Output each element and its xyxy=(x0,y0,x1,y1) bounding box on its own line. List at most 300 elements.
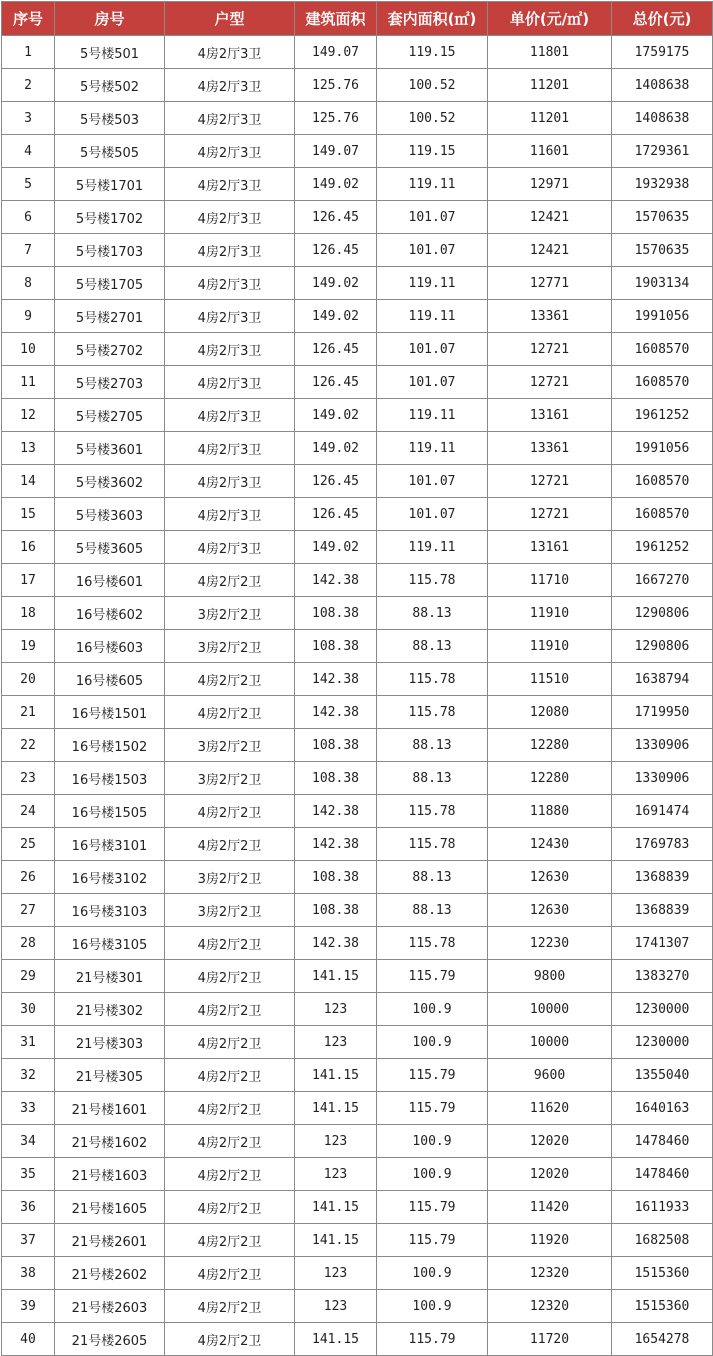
cell-index: 22 xyxy=(2,729,55,762)
cell-room: 21号楼1601 xyxy=(55,1092,165,1125)
cell-total-price: 1230000 xyxy=(612,993,713,1026)
cell-gross-area: 149.02 xyxy=(295,300,377,333)
cell-net-area: 101.07 xyxy=(377,201,488,234)
table-row xyxy=(2,36,713,69)
cell-layout: 4房2厅3卫 xyxy=(165,300,295,333)
cell-gross-area: 142.38 xyxy=(295,564,377,597)
cell-total-price: 1903134 xyxy=(612,267,713,300)
cell-index: 23 xyxy=(2,762,55,795)
table-row xyxy=(2,498,713,531)
cell-index: 14 xyxy=(2,465,55,498)
cell-layout: 4房2厅2卫 xyxy=(165,1026,295,1059)
cell-total-price: 1608570 xyxy=(612,333,713,366)
cell-net-area: 88.13 xyxy=(377,861,488,894)
cell-gross-area: 108.38 xyxy=(295,762,377,795)
cell-room: 5号楼502 xyxy=(55,69,165,102)
cell-layout: 4房2厅2卫 xyxy=(165,696,295,729)
cell-index: 35 xyxy=(2,1158,55,1191)
cell-index: 8 xyxy=(2,267,55,300)
cell-gross-area: 149.02 xyxy=(295,168,377,201)
cell-net-area: 115.79 xyxy=(377,1224,488,1257)
header-cell-net-area: 套内面积(㎡) xyxy=(377,2,488,36)
cell-gross-area: 108.38 xyxy=(295,597,377,630)
cell-layout: 3房2厅2卫 xyxy=(165,597,295,630)
table-row xyxy=(2,828,713,861)
cell-layout: 4房2厅3卫 xyxy=(165,498,295,531)
cell-layout: 4房2厅3卫 xyxy=(165,69,295,102)
cell-net-area: 88.13 xyxy=(377,762,488,795)
cell-index: 16 xyxy=(2,531,55,564)
cell-unit-price: 12430 xyxy=(488,828,612,861)
cell-total-price: 1383270 xyxy=(612,960,713,993)
cell-layout: 4房2厅3卫 xyxy=(165,465,295,498)
header-cell-layout: 户型 xyxy=(165,2,295,36)
price-table xyxy=(1,1,713,1356)
cell-gross-area: 142.38 xyxy=(295,828,377,861)
cell-net-area: 100.52 xyxy=(377,102,488,135)
cell-room: 21号楼2602 xyxy=(55,1257,165,1290)
cell-layout: 4房2厅2卫 xyxy=(165,564,295,597)
cell-layout: 4房2厅2卫 xyxy=(165,1191,295,1224)
cell-room: 21号楼302 xyxy=(55,993,165,1026)
cell-layout: 4房2厅3卫 xyxy=(165,201,295,234)
cell-gross-area: 125.76 xyxy=(295,102,377,135)
cell-layout: 4房2厅3卫 xyxy=(165,399,295,432)
cell-total-price: 1608570 xyxy=(612,366,713,399)
cell-index: 25 xyxy=(2,828,55,861)
cell-index: 4 xyxy=(2,135,55,168)
cell-room: 16号楼1502 xyxy=(55,729,165,762)
cell-gross-area: 142.38 xyxy=(295,696,377,729)
cell-room: 16号楼3103 xyxy=(55,894,165,927)
cell-total-price: 1991056 xyxy=(612,300,713,333)
cell-index: 31 xyxy=(2,1026,55,1059)
cell-net-area: 88.13 xyxy=(377,729,488,762)
cell-total-price: 1932938 xyxy=(612,168,713,201)
table-row xyxy=(2,300,713,333)
cell-gross-area: 149.07 xyxy=(295,36,377,69)
cell-room: 21号楼2603 xyxy=(55,1290,165,1323)
cell-total-price: 1769783 xyxy=(612,828,713,861)
table-row xyxy=(2,1191,713,1224)
cell-total-price: 1570635 xyxy=(612,234,713,267)
cell-net-area: 115.78 xyxy=(377,564,488,597)
cell-layout: 4房2厅2卫 xyxy=(165,1257,295,1290)
cell-gross-area: 126.45 xyxy=(295,465,377,498)
table-row xyxy=(2,1026,713,1059)
cell-index: 39 xyxy=(2,1290,55,1323)
cell-net-area: 115.79 xyxy=(377,960,488,993)
cell-layout: 4房2厅2卫 xyxy=(165,1224,295,1257)
cell-layout: 4房2厅2卫 xyxy=(165,1323,295,1356)
cell-room: 16号楼1501 xyxy=(55,696,165,729)
cell-layout: 4房2厅3卫 xyxy=(165,135,295,168)
cell-total-price: 1515360 xyxy=(612,1290,713,1323)
cell-room: 16号楼3105 xyxy=(55,927,165,960)
cell-room: 5号楼3601 xyxy=(55,432,165,465)
cell-total-price: 1368839 xyxy=(612,894,713,927)
cell-room: 21号楼2605 xyxy=(55,1323,165,1356)
cell-net-area: 119.11 xyxy=(377,432,488,465)
cell-index: 36 xyxy=(2,1191,55,1224)
cell-total-price: 1330906 xyxy=(612,729,713,762)
cell-net-area: 115.79 xyxy=(377,1092,488,1125)
cell-gross-area: 126.45 xyxy=(295,201,377,234)
cell-layout: 4房2厅2卫 xyxy=(165,1125,295,1158)
cell-gross-area: 126.45 xyxy=(295,498,377,531)
cell-gross-area: 123 xyxy=(295,1158,377,1191)
cell-gross-area: 123 xyxy=(295,1257,377,1290)
cell-index: 30 xyxy=(2,993,55,1026)
table-row xyxy=(2,894,713,927)
cell-total-price: 1570635 xyxy=(612,201,713,234)
cell-index: 26 xyxy=(2,861,55,894)
cell-unit-price: 12230 xyxy=(488,927,612,960)
cell-unit-price: 12630 xyxy=(488,861,612,894)
cell-gross-area: 126.45 xyxy=(295,333,377,366)
table-row xyxy=(2,663,713,696)
table-row xyxy=(2,993,713,1026)
cell-room: 16号楼3101 xyxy=(55,828,165,861)
cell-layout: 4房2厅2卫 xyxy=(165,828,295,861)
cell-unit-price: 9600 xyxy=(488,1059,612,1092)
cell-index: 11 xyxy=(2,366,55,399)
cell-index: 9 xyxy=(2,300,55,333)
cell-layout: 4房2厅3卫 xyxy=(165,432,295,465)
cell-unit-price: 11201 xyxy=(488,69,612,102)
cell-index: 29 xyxy=(2,960,55,993)
cell-net-area: 100.9 xyxy=(377,993,488,1026)
cell-room: 5号楼2705 xyxy=(55,399,165,432)
cell-net-area: 119.15 xyxy=(377,36,488,69)
cell-total-price: 1408638 xyxy=(612,69,713,102)
table-row xyxy=(2,927,713,960)
cell-room: 5号楼1701 xyxy=(55,168,165,201)
cell-index: 38 xyxy=(2,1257,55,1290)
cell-gross-area: 123 xyxy=(295,1125,377,1158)
table-row xyxy=(2,1323,713,1356)
cell-unit-price: 12971 xyxy=(488,168,612,201)
cell-room: 16号楼601 xyxy=(55,564,165,597)
cell-gross-area: 141.15 xyxy=(295,1323,377,1356)
cell-total-price: 1640163 xyxy=(612,1092,713,1125)
table-row xyxy=(2,861,713,894)
cell-gross-area: 142.38 xyxy=(295,795,377,828)
cell-total-price: 1961252 xyxy=(612,531,713,564)
table-row xyxy=(2,432,713,465)
table-row xyxy=(2,201,713,234)
cell-gross-area: 141.15 xyxy=(295,1224,377,1257)
cell-gross-area: 141.15 xyxy=(295,960,377,993)
cell-total-price: 1682508 xyxy=(612,1224,713,1257)
cell-unit-price: 12421 xyxy=(488,201,612,234)
cell-room: 5号楼501 xyxy=(55,36,165,69)
cell-room: 5号楼2701 xyxy=(55,300,165,333)
cell-unit-price: 11720 xyxy=(488,1323,612,1356)
cell-unit-price: 12020 xyxy=(488,1125,612,1158)
cell-layout: 4房2厅3卫 xyxy=(165,234,295,267)
cell-unit-price: 11201 xyxy=(488,102,612,135)
cell-layout: 3房2厅2卫 xyxy=(165,894,295,927)
cell-total-price: 1230000 xyxy=(612,1026,713,1059)
table-body xyxy=(2,36,713,1356)
cell-unit-price: 10000 xyxy=(488,1026,612,1059)
cell-net-area: 88.13 xyxy=(377,894,488,927)
cell-total-price: 1330906 xyxy=(612,762,713,795)
table-row xyxy=(2,762,713,795)
cell-total-price: 1691474 xyxy=(612,795,713,828)
cell-index: 17 xyxy=(2,564,55,597)
table-row xyxy=(2,69,713,102)
cell-unit-price: 12020 xyxy=(488,1158,612,1191)
cell-total-price: 1759175 xyxy=(612,36,713,69)
table-row xyxy=(2,399,713,432)
cell-room: 21号楼301 xyxy=(55,960,165,993)
cell-room: 21号楼1603 xyxy=(55,1158,165,1191)
cell-net-area: 115.79 xyxy=(377,1191,488,1224)
cell-layout: 3房2厅2卫 xyxy=(165,762,295,795)
cell-total-price: 1608570 xyxy=(612,498,713,531)
cell-room: 5号楼3602 xyxy=(55,465,165,498)
cell-layout: 4房2厅2卫 xyxy=(165,795,295,828)
cell-index: 32 xyxy=(2,1059,55,1092)
cell-layout: 4房2厅2卫 xyxy=(165,663,295,696)
cell-gross-area: 141.15 xyxy=(295,1092,377,1125)
cell-room: 21号楼305 xyxy=(55,1059,165,1092)
cell-layout: 4房2厅3卫 xyxy=(165,333,295,366)
cell-total-price: 1478460 xyxy=(612,1125,713,1158)
cell-total-price: 1638794 xyxy=(612,663,713,696)
table-row xyxy=(2,597,713,630)
cell-unit-price: 12280 xyxy=(488,729,612,762)
cell-room: 16号楼603 xyxy=(55,630,165,663)
cell-unit-price: 12280 xyxy=(488,762,612,795)
cell-gross-area: 149.02 xyxy=(295,399,377,432)
table-row xyxy=(2,1224,713,1257)
cell-index: 24 xyxy=(2,795,55,828)
table-row xyxy=(2,531,713,564)
cell-room: 21号楼1605 xyxy=(55,1191,165,1224)
cell-net-area: 101.07 xyxy=(377,465,488,498)
cell-total-price: 1408638 xyxy=(612,102,713,135)
cell-unit-price: 11910 xyxy=(488,630,612,663)
cell-net-area: 100.9 xyxy=(377,1290,488,1323)
cell-index: 10 xyxy=(2,333,55,366)
cell-index: 6 xyxy=(2,201,55,234)
cell-unit-price: 12721 xyxy=(488,498,612,531)
cell-gross-area: 123 xyxy=(295,1290,377,1323)
cell-total-price: 1961252 xyxy=(612,399,713,432)
cell-unit-price: 11510 xyxy=(488,663,612,696)
cell-room: 16号楼1505 xyxy=(55,795,165,828)
cell-unit-price: 12721 xyxy=(488,366,612,399)
cell-net-area: 100.9 xyxy=(377,1125,488,1158)
header-cell-room: 房号 xyxy=(55,2,165,36)
cell-net-area: 115.79 xyxy=(377,1059,488,1092)
table-header xyxy=(2,2,713,36)
cell-unit-price: 13161 xyxy=(488,531,612,564)
cell-net-area: 88.13 xyxy=(377,597,488,630)
cell-unit-price: 10000 xyxy=(488,993,612,1026)
cell-gross-area: 108.38 xyxy=(295,861,377,894)
cell-layout: 4房2厅2卫 xyxy=(165,1158,295,1191)
cell-room: 21号楼1602 xyxy=(55,1125,165,1158)
cell-gross-area: 108.38 xyxy=(295,729,377,762)
header-cell-gross-area: 建筑面积 xyxy=(295,2,377,36)
cell-net-area: 115.79 xyxy=(377,1323,488,1356)
cell-index: 13 xyxy=(2,432,55,465)
cell-unit-price: 12421 xyxy=(488,234,612,267)
cell-unit-price: 11880 xyxy=(488,795,612,828)
cell-total-price: 1608570 xyxy=(612,465,713,498)
cell-layout: 4房2厅2卫 xyxy=(165,1059,295,1092)
cell-total-price: 1654278 xyxy=(612,1323,713,1356)
cell-index: 20 xyxy=(2,663,55,696)
cell-net-area: 119.11 xyxy=(377,399,488,432)
cell-unit-price: 11920 xyxy=(488,1224,612,1257)
cell-gross-area: 123 xyxy=(295,1026,377,1059)
cell-room: 21号楼303 xyxy=(55,1026,165,1059)
cell-layout: 3房2厅2卫 xyxy=(165,861,295,894)
cell-index: 3 xyxy=(2,102,55,135)
cell-total-price: 1741307 xyxy=(612,927,713,960)
table-row xyxy=(2,1158,713,1191)
cell-unit-price: 11801 xyxy=(488,36,612,69)
cell-room: 5号楼503 xyxy=(55,102,165,135)
cell-layout: 4房2厅3卫 xyxy=(165,531,295,564)
cell-index: 37 xyxy=(2,1224,55,1257)
cell-gross-area: 142.38 xyxy=(295,927,377,960)
cell-net-area: 115.78 xyxy=(377,663,488,696)
table-row xyxy=(2,267,713,300)
cell-room: 16号楼3102 xyxy=(55,861,165,894)
cell-unit-price: 12771 xyxy=(488,267,612,300)
cell-layout: 4房2厅3卫 xyxy=(165,36,295,69)
cell-layout: 4房2厅3卫 xyxy=(165,168,295,201)
cell-unit-price: 11710 xyxy=(488,564,612,597)
cell-layout: 4房2厅3卫 xyxy=(165,366,295,399)
table-row xyxy=(2,1290,713,1323)
cell-index: 7 xyxy=(2,234,55,267)
header-cell-index: 序号 xyxy=(2,2,55,36)
cell-total-price: 1290806 xyxy=(612,597,713,630)
cell-room: 5号楼1705 xyxy=(55,267,165,300)
table-row xyxy=(2,465,713,498)
cell-index: 40 xyxy=(2,1323,55,1356)
cell-room: 5号楼3603 xyxy=(55,498,165,531)
cell-index: 33 xyxy=(2,1092,55,1125)
cell-room: 16号楼602 xyxy=(55,597,165,630)
cell-gross-area: 149.02 xyxy=(295,432,377,465)
cell-unit-price: 13361 xyxy=(488,300,612,333)
cell-unit-price: 12721 xyxy=(488,465,612,498)
cell-net-area: 101.07 xyxy=(377,366,488,399)
cell-gross-area: 142.38 xyxy=(295,663,377,696)
cell-net-area: 115.78 xyxy=(377,828,488,861)
cell-index: 18 xyxy=(2,597,55,630)
cell-index: 2 xyxy=(2,69,55,102)
cell-layout: 4房2厅2卫 xyxy=(165,1092,295,1125)
table-row xyxy=(2,1125,713,1158)
cell-net-area: 88.13 xyxy=(377,630,488,663)
cell-unit-price: 11420 xyxy=(488,1191,612,1224)
cell-total-price: 1667270 xyxy=(612,564,713,597)
cell-room: 21号楼2601 xyxy=(55,1224,165,1257)
cell-room: 5号楼2703 xyxy=(55,366,165,399)
cell-layout: 4房2厅2卫 xyxy=(165,927,295,960)
cell-gross-area: 108.38 xyxy=(295,894,377,927)
cell-gross-area: 141.15 xyxy=(295,1059,377,1092)
table-row xyxy=(2,1257,713,1290)
cell-gross-area: 108.38 xyxy=(295,630,377,663)
cell-gross-area: 126.45 xyxy=(295,234,377,267)
cell-net-area: 119.11 xyxy=(377,168,488,201)
cell-room: 5号楼1702 xyxy=(55,201,165,234)
cell-net-area: 119.15 xyxy=(377,135,488,168)
cell-net-area: 100.9 xyxy=(377,1257,488,1290)
cell-gross-area: 126.45 xyxy=(295,366,377,399)
cell-unit-price: 12080 xyxy=(488,696,612,729)
cell-net-area: 119.11 xyxy=(377,267,488,300)
header-cell-unit-price: 单价(元/㎡) xyxy=(488,2,612,36)
table-row xyxy=(2,960,713,993)
cell-room: 5号楼1703 xyxy=(55,234,165,267)
cell-unit-price: 11601 xyxy=(488,135,612,168)
table-row xyxy=(2,564,713,597)
table-row xyxy=(2,1059,713,1092)
cell-index: 27 xyxy=(2,894,55,927)
cell-net-area: 100.52 xyxy=(377,69,488,102)
cell-unit-price: 9800 xyxy=(488,960,612,993)
cell-net-area: 119.11 xyxy=(377,531,488,564)
cell-index: 28 xyxy=(2,927,55,960)
table-row xyxy=(2,366,713,399)
cell-index: 34 xyxy=(2,1125,55,1158)
cell-index: 12 xyxy=(2,399,55,432)
cell-index: 21 xyxy=(2,696,55,729)
cell-net-area: 115.78 xyxy=(377,795,488,828)
cell-unit-price: 11620 xyxy=(488,1092,612,1125)
cell-layout: 3房2厅2卫 xyxy=(165,630,295,663)
cell-gross-area: 125.76 xyxy=(295,69,377,102)
cell-index: 19 xyxy=(2,630,55,663)
cell-gross-area: 141.15 xyxy=(295,1191,377,1224)
cell-total-price: 1515360 xyxy=(612,1257,713,1290)
cell-total-price: 1478460 xyxy=(612,1158,713,1191)
table-row xyxy=(2,1092,713,1125)
cell-net-area: 101.07 xyxy=(377,333,488,366)
table-row xyxy=(2,729,713,762)
cell-unit-price: 13161 xyxy=(488,399,612,432)
cell-net-area: 101.07 xyxy=(377,498,488,531)
table-row xyxy=(2,696,713,729)
cell-gross-area: 123 xyxy=(295,993,377,1026)
cell-layout: 4房2厅2卫 xyxy=(165,1290,295,1323)
cell-net-area: 100.9 xyxy=(377,1158,488,1191)
cell-unit-price: 12630 xyxy=(488,894,612,927)
table-row xyxy=(2,333,713,366)
cell-index: 1 xyxy=(2,36,55,69)
cell-net-area: 115.78 xyxy=(377,696,488,729)
cell-index: 5 xyxy=(2,168,55,201)
cell-gross-area: 149.07 xyxy=(295,135,377,168)
cell-unit-price: 11910 xyxy=(488,597,612,630)
cell-room: 5号楼505 xyxy=(55,135,165,168)
cell-gross-area: 149.02 xyxy=(295,531,377,564)
cell-net-area: 115.78 xyxy=(377,927,488,960)
cell-net-area: 101.07 xyxy=(377,234,488,267)
table-row xyxy=(2,135,713,168)
